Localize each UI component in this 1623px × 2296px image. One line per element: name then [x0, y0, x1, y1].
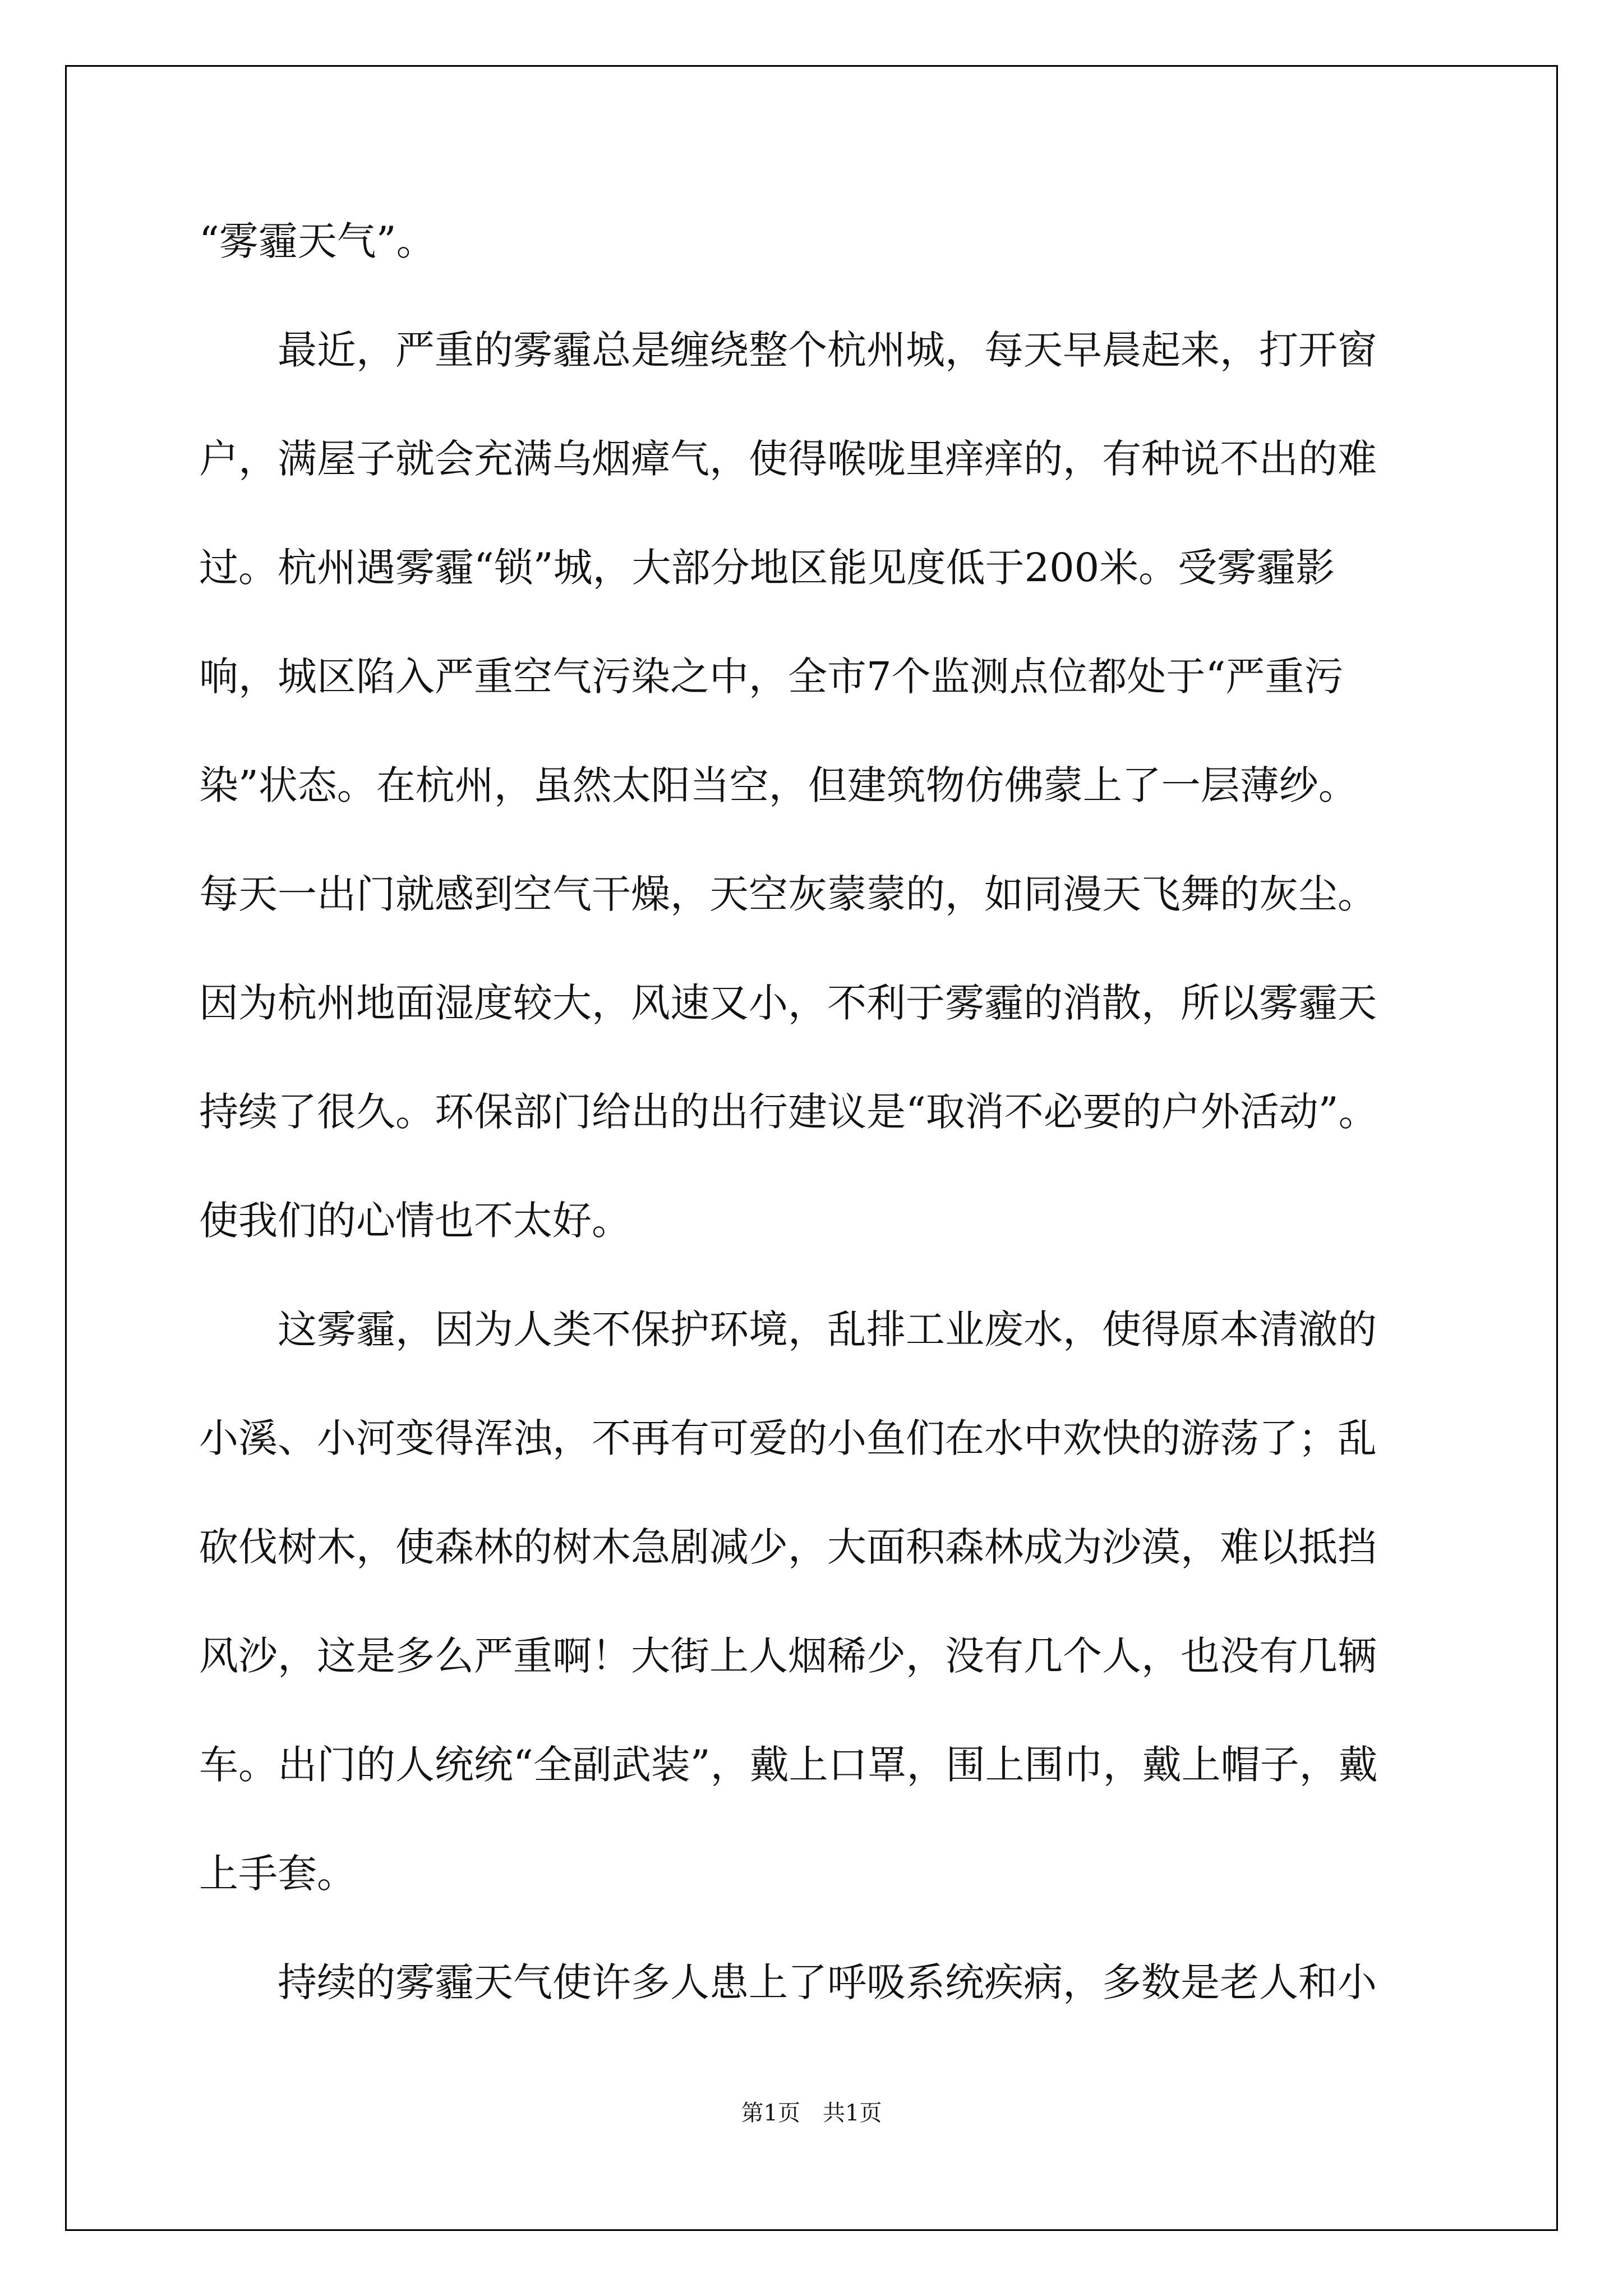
text-line: 响，城区陷入严重空气污染之中，全市7个监测点位都处于“严重污 [199, 654, 1344, 700]
text-line: 这雾霾，因为人类不保护环境，乱排工业废水，使得原本清澈的 [199, 1306, 1377, 1352]
text-line: 过。杭州遇雾霾“锁”城，大部分地区能见度低于200米。受雾霾影 [199, 545, 1335, 591]
text-line: 户，满屋子就会充满乌烟瘴气，使得喉咙里痒痒的，有种说不出的难 [199, 436, 1377, 482]
text-line: 持续的雾霾天气使许多人患上了呼吸系统疾病，多数是老人和小 [199, 1959, 1377, 2005]
text-line: 染”状态。在杭州，虽然太阳当空，但建筑物仿佛蒙上了一层薄纱。 [199, 762, 1358, 808]
text-line: 最近，严重的雾霾总是缠绕整个杭州城，每天早晨起来，打开窗 [199, 327, 1377, 373]
text-line: 持续了很久。环保部门给出的出行建议是“取消不必要的户外活动”。 [199, 1089, 1378, 1135]
text-line: 每天一出门就感到空气干燥，天空灰蒙蒙的，如同漫天飞舞的灰尘。 [199, 871, 1377, 917]
text-line: 车。出门的人统统“全副武装”，戴上口罩，围上围巾，戴上帽子，戴 [199, 1742, 1378, 1788]
text-line: “雾霾天气”。 [199, 218, 436, 264]
text-line: 上手套。 [199, 1851, 356, 1897]
text-line: 使我们的心情也不太好。 [199, 1198, 631, 1244]
page-border [65, 65, 1558, 2231]
page-footer: 第1页 共1页 [741, 2100, 882, 2126]
text-line: 因为杭州地面湿度较大，风速又小，不利于雾霾的消散，所以雾霾天 [199, 980, 1377, 1026]
text-line: 砍伐树木，使森林的树木急剧减少，大面积森林成为沙漠，难以抵挡 [199, 1524, 1377, 1570]
text-line: 小溪、小河变得浑浊，不再有可爱的小鱼们在水中欢快的游荡了；乱 [199, 1415, 1377, 1461]
text-line: 风沙，这是多么严重啊！大街上人烟稀少，没有几个人，也没有几辆 [199, 1633, 1377, 1679]
